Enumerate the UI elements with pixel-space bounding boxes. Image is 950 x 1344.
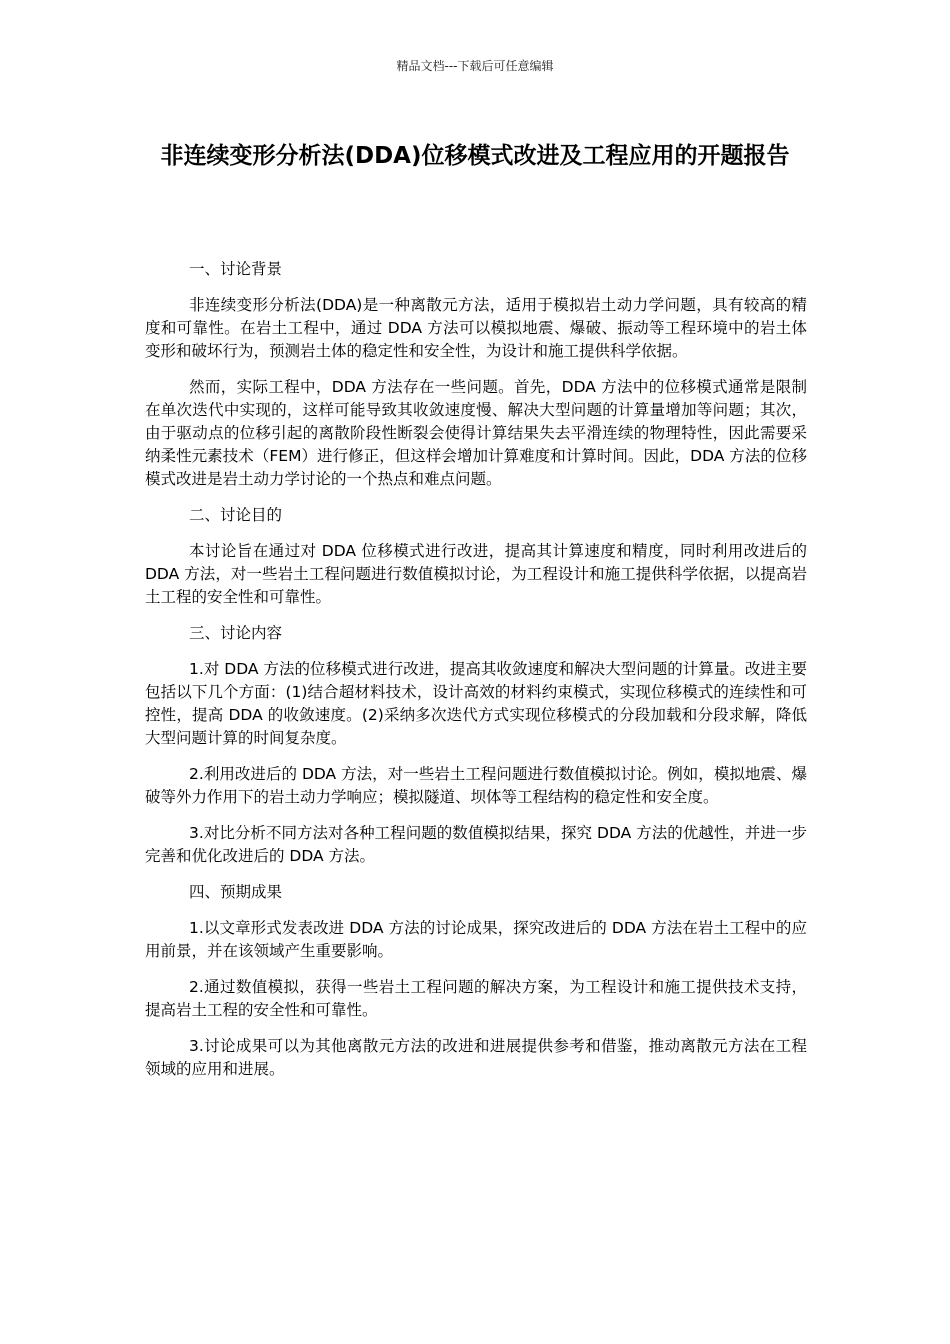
- section-background: [145, 258, 807, 491]
- paragraph: 然而，实际工程中，DDA 方法存在一些问题。首先，DDA 方法中的位移模式通常是限制在单次迭代中实现的，这样可能导致其收敛速度慢、解决大型问题的计算量增加等问题；其次，由于驱动点的位移引起的离散阶段性断裂会使得计算结果失去平滑连续的物理特性，因此需要采纳柔性元素技术（FEM）进行修正，但这样会增加计算难度和计算时间。因此，DDA 方法的位移模式改进是岩土动力学讨论的一个热点和难点问题。: [145, 378, 807, 488]
- paragraph: 1.以文章形式发表改进 DDA 方法的讨论成果，探究改进后的 DDA 方法在岩土工程中的应用前景，并在该领域产生重要影响。: [145, 919, 807, 960]
- paragraph: 本讨论旨在通过对 DDA 位移模式进行改进，提高其计算速度和精度，同时利用改进后的 DDA 方法，对一些岩土工程问题进行数值模拟讨论，为工程设计和施工提供科学依据，以提高岩土工程的安全性和可靠性。: [145, 542, 807, 606]
- section-heading: 三、讨论内容: [189, 624, 283, 642]
- section-heading: 二、讨论目的: [189, 506, 283, 524]
- section-purpose: [145, 504, 807, 609]
- header-note: 精品文档---下载后可任意编辑: [396, 59, 554, 73]
- paragraph: 2.通过数值模拟，获得一些岩土工程问题的解决方案，为工程设计和施工提供技术支持，提高岩土工程的安全性和可靠性。: [145, 978, 807, 1019]
- paragraph: 3.讨论成果可以为其他离散元方法的改进和进展提供参考和借鉴，推动离散元方法在工程领域的应用和进展。: [145, 1037, 807, 1078]
- section-heading: 一、讨论背景: [189, 260, 283, 278]
- section-content: [145, 622, 807, 868]
- document-title: 非连续变形分析法(DDA)位移模式改进及工程应用的开题报告: [160, 143, 790, 169]
- paragraph: 1.对 DDA 方法的位移模式进行改进，提高其收敛速度和解决大型问题的计算量。改进主要包括以下几个方面：(1)结合超材料技术，设计高效的材料约束模式，实现位移模式的连续性和可控性，提高 DDA 的收敛速度。(2)采纳多次迭代方式实现位移模式的分段加载和分段求解，降低大型问题计算的时间复杂度。: [145, 660, 807, 747]
- section-expected-results: [145, 881, 807, 1081]
- paragraph: 非连续变形分析法(DDA)是一种离散元方法，适用于模拟岩土动力学问题，具有较高的精度和可靠性。在岩土工程中，通过 DDA 方法可以模拟地震、爆破、振动等工程环境中的岩土体变形和破坏行为，预测岩土体的稳定性和安全性，为设计和施工提供科学依据。: [145, 296, 807, 360]
- document-body: [145, 258, 807, 1094]
- paragraph: 3.对比分析不同方法对各种工程问题的数值模拟结果，探究 DDA 方法的优越性，并进一步完善和优化改进后的 DDA 方法。: [145, 824, 807, 865]
- paragraph: 2.利用改进后的 DDA 方法，对一些岩土工程问题进行数值模拟讨论。例如，模拟地震、爆破等外力作用下的岩土动力学响应；模拟隧道、坝体等工程结构的稳定性和安全度。: [145, 765, 807, 806]
- section-heading: 四、预期成果: [189, 883, 283, 901]
